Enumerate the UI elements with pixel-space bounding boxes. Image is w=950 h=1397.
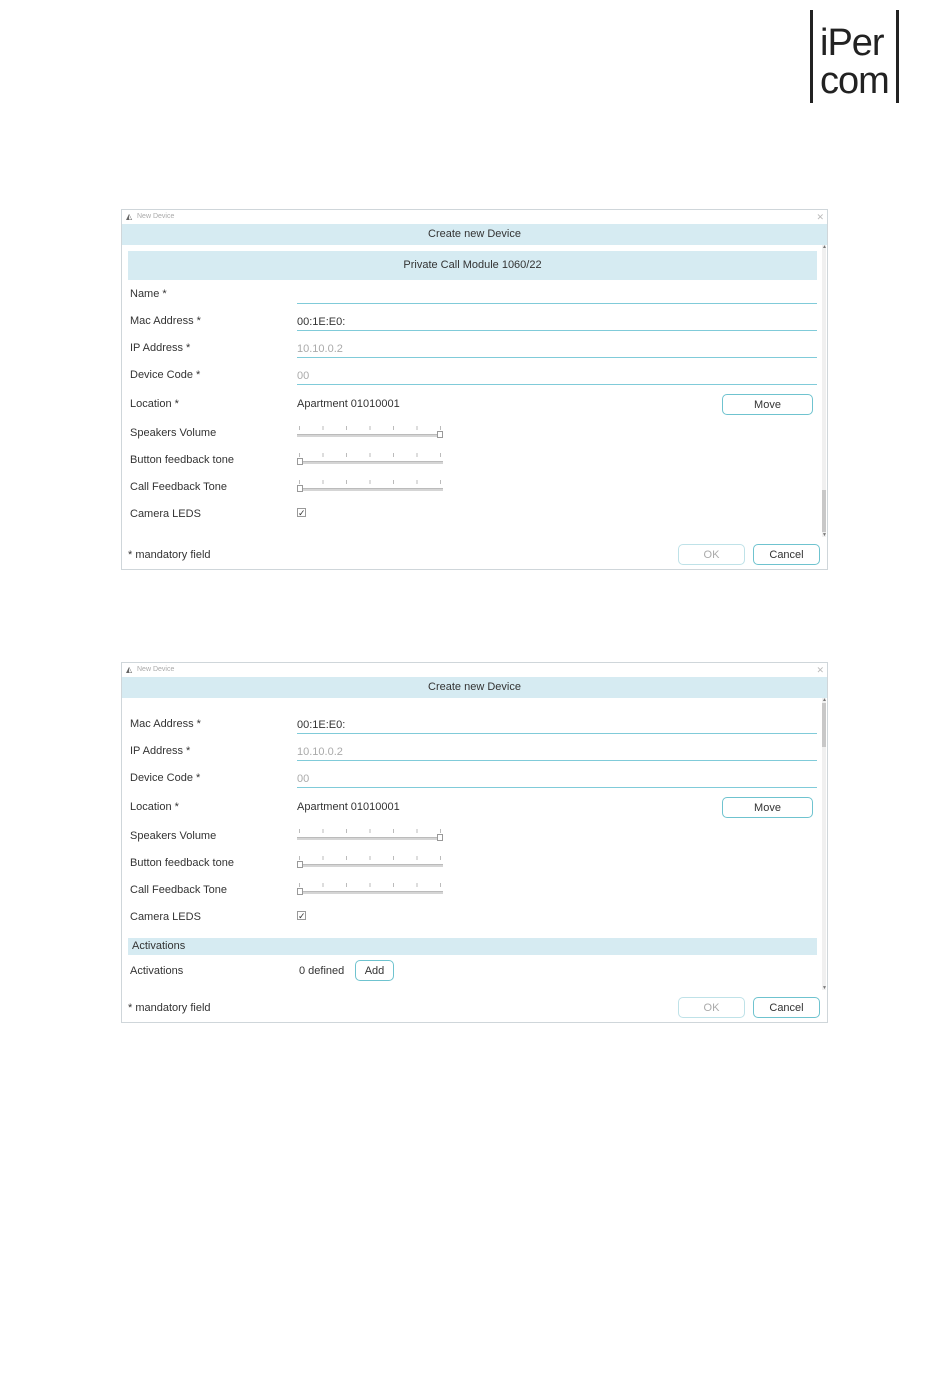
- mandatory-field-note: * mandatory field: [128, 1002, 211, 1014]
- speakers-volume-row: [122, 422, 822, 446]
- scroll-down-arrow-icon[interactable]: ▼: [822, 532, 827, 538]
- dialog-body: [122, 698, 827, 1022]
- mac-address-input[interactable]: 00:1E:E0:: [297, 314, 817, 331]
- speakers-volume-slider[interactable]: [297, 426, 444, 442]
- location-label: Location *: [130, 801, 179, 813]
- button-feedback-tone-row: [122, 852, 822, 876]
- mandatory-field-note: * mandatory field: [128, 549, 211, 561]
- activations-count: 0 defined: [299, 965, 345, 977]
- move-button[interactable]: Move: [722, 394, 813, 415]
- button-feedback-tone-row: [122, 449, 822, 473]
- ip-address-label: IP Address *: [130, 342, 191, 354]
- location-label: Location *: [130, 398, 179, 410]
- dialog-body: [122, 245, 827, 569]
- name-label: Name *: [130, 288, 167, 300]
- call-feedback-tone-slider[interactable]: [297, 883, 444, 899]
- scroll-up-arrow-icon[interactable]: ▲: [822, 244, 827, 250]
- slider-ticks: [299, 829, 441, 833]
- ip-address-label: IP Address *: [130, 745, 191, 757]
- ip-address-row: [122, 740, 822, 764]
- device-code-label: Device Code *: [130, 369, 201, 381]
- slider-handle[interactable]: [297, 861, 303, 868]
- device-type-header: Private Call Module 1060/22: [128, 251, 817, 280]
- mac-address-row: [122, 713, 822, 737]
- device-code-label: Device Code *: [130, 772, 201, 784]
- window-titlebar: [122, 210, 827, 224]
- camera-leds-label: Camera LEDS: [130, 508, 201, 520]
- slider-track: [297, 434, 443, 437]
- slider-track: [297, 864, 443, 867]
- button-feedback-tone-label: Button feedback tone: [130, 454, 234, 466]
- button-feedback-tone-label: Button feedback tone: [130, 857, 234, 869]
- cancel-button[interactable]: Cancel: [753, 544, 820, 565]
- ipercom-logo: [810, 10, 902, 104]
- slider-ticks: [299, 856, 441, 860]
- scroll-down-arrow-icon[interactable]: ▼: [822, 985, 827, 991]
- mac-address-label: Mac Address *: [130, 315, 201, 327]
- activations-label: Activations: [130, 965, 184, 977]
- slider-ticks: [299, 453, 441, 457]
- close-icon[interactable]: ✕: [816, 665, 824, 675]
- camera-leds-label: Camera LEDS: [130, 911, 201, 923]
- speakers-volume-label: Speakers Volume: [130, 427, 217, 439]
- slider-track: [297, 837, 443, 840]
- call-feedback-tone-slider[interactable]: [297, 480, 444, 496]
- device-code-input[interactable]: 00: [297, 368, 817, 385]
- app-icon: ◭: [126, 665, 133, 674]
- call-feedback-tone-row: [122, 879, 822, 903]
- scrollbar-thumb[interactable]: [822, 490, 826, 532]
- dialog-footer: [122, 539, 827, 569]
- mac-address-label: Mac Address *: [130, 718, 201, 730]
- slider-track: [297, 891, 443, 894]
- slider-ticks: [299, 480, 441, 484]
- camera-leds-checkbox[interactable]: ✓: [298, 508, 306, 518]
- scrollbar-thumb[interactable]: [822, 703, 826, 747]
- call-feedback-tone-label: Call Feedback Tone: [130, 884, 228, 896]
- name-input[interactable]: [297, 287, 817, 304]
- ip-address-input[interactable]: 10.10.0.2: [297, 744, 817, 761]
- camera-leds-checkbox[interactable]: ✓: [298, 911, 306, 921]
- location-value: Apartment 01010001: [297, 801, 400, 813]
- dialog-header: Create new Device: [122, 677, 827, 698]
- speakers-volume-row: [122, 825, 822, 849]
- window-titlebar: [122, 663, 827, 677]
- slider-handle[interactable]: [297, 458, 303, 465]
- device-code-row: [122, 364, 822, 388]
- logo-text-line1: iPer: [820, 22, 884, 64]
- dialog-footer: [122, 992, 827, 1022]
- slider-handle[interactable]: [297, 888, 303, 895]
- new-device-dialog-2: [121, 662, 828, 1023]
- call-feedback-tone-row: [122, 476, 822, 500]
- slider-ticks: [299, 883, 441, 887]
- device-code-row: [122, 767, 822, 791]
- window-title: New Device: [137, 666, 175, 673]
- slider-track: [297, 461, 443, 464]
- ok-button[interactable]: OK: [678, 997, 745, 1018]
- slider-handle[interactable]: [437, 834, 443, 841]
- logo-bar-left: [810, 10, 813, 103]
- location-value: Apartment 01010001: [297, 398, 400, 410]
- button-feedback-tone-slider[interactable]: [297, 453, 444, 469]
- slider-handle[interactable]: [297, 485, 303, 492]
- add-activation-button[interactable]: Add: [355, 960, 394, 981]
- app-icon: ◭: [126, 212, 133, 221]
- camera-leds-row: [122, 503, 822, 527]
- device-code-input[interactable]: 00: [297, 771, 817, 788]
- mac-address-row: [122, 310, 822, 334]
- close-icon[interactable]: ✕: [816, 212, 824, 222]
- logo-text-line2: com: [820, 60, 889, 102]
- slider-handle[interactable]: [437, 431, 443, 438]
- activations-row: [122, 960, 822, 984]
- speakers-volume-slider[interactable]: [297, 829, 444, 845]
- ip-address-input[interactable]: 10.10.0.2: [297, 341, 817, 358]
- vertical-scrollbar[interactable]: [822, 245, 826, 537]
- slider-track: [297, 488, 443, 491]
- window-title: New Device: [137, 213, 175, 220]
- new-device-dialog-1: [121, 209, 828, 570]
- slider-ticks: [299, 426, 441, 430]
- location-row: [122, 393, 822, 417]
- location-row: [122, 796, 822, 820]
- speakers-volume-label: Speakers Volume: [130, 830, 217, 842]
- mac-address-input[interactable]: 00:1E:E0:: [297, 717, 817, 734]
- vertical-scrollbar[interactable]: [822, 698, 826, 990]
- ip-address-row: [122, 337, 822, 361]
- ok-button[interactable]: OK: [678, 544, 745, 565]
- cancel-button[interactable]: Cancel: [753, 997, 820, 1018]
- scroll-up-arrow-icon[interactable]: ▲: [822, 697, 827, 703]
- move-button[interactable]: Move: [722, 797, 813, 818]
- call-feedback-tone-label: Call Feedback Tone: [130, 481, 228, 493]
- camera-leds-row: [122, 906, 822, 930]
- name-row: [122, 283, 822, 307]
- logo-bar-right: [896, 10, 899, 103]
- activations-header: Activations: [128, 938, 817, 955]
- dialog-header: Create new Device: [122, 224, 827, 245]
- button-feedback-tone-slider[interactable]: [297, 856, 444, 872]
